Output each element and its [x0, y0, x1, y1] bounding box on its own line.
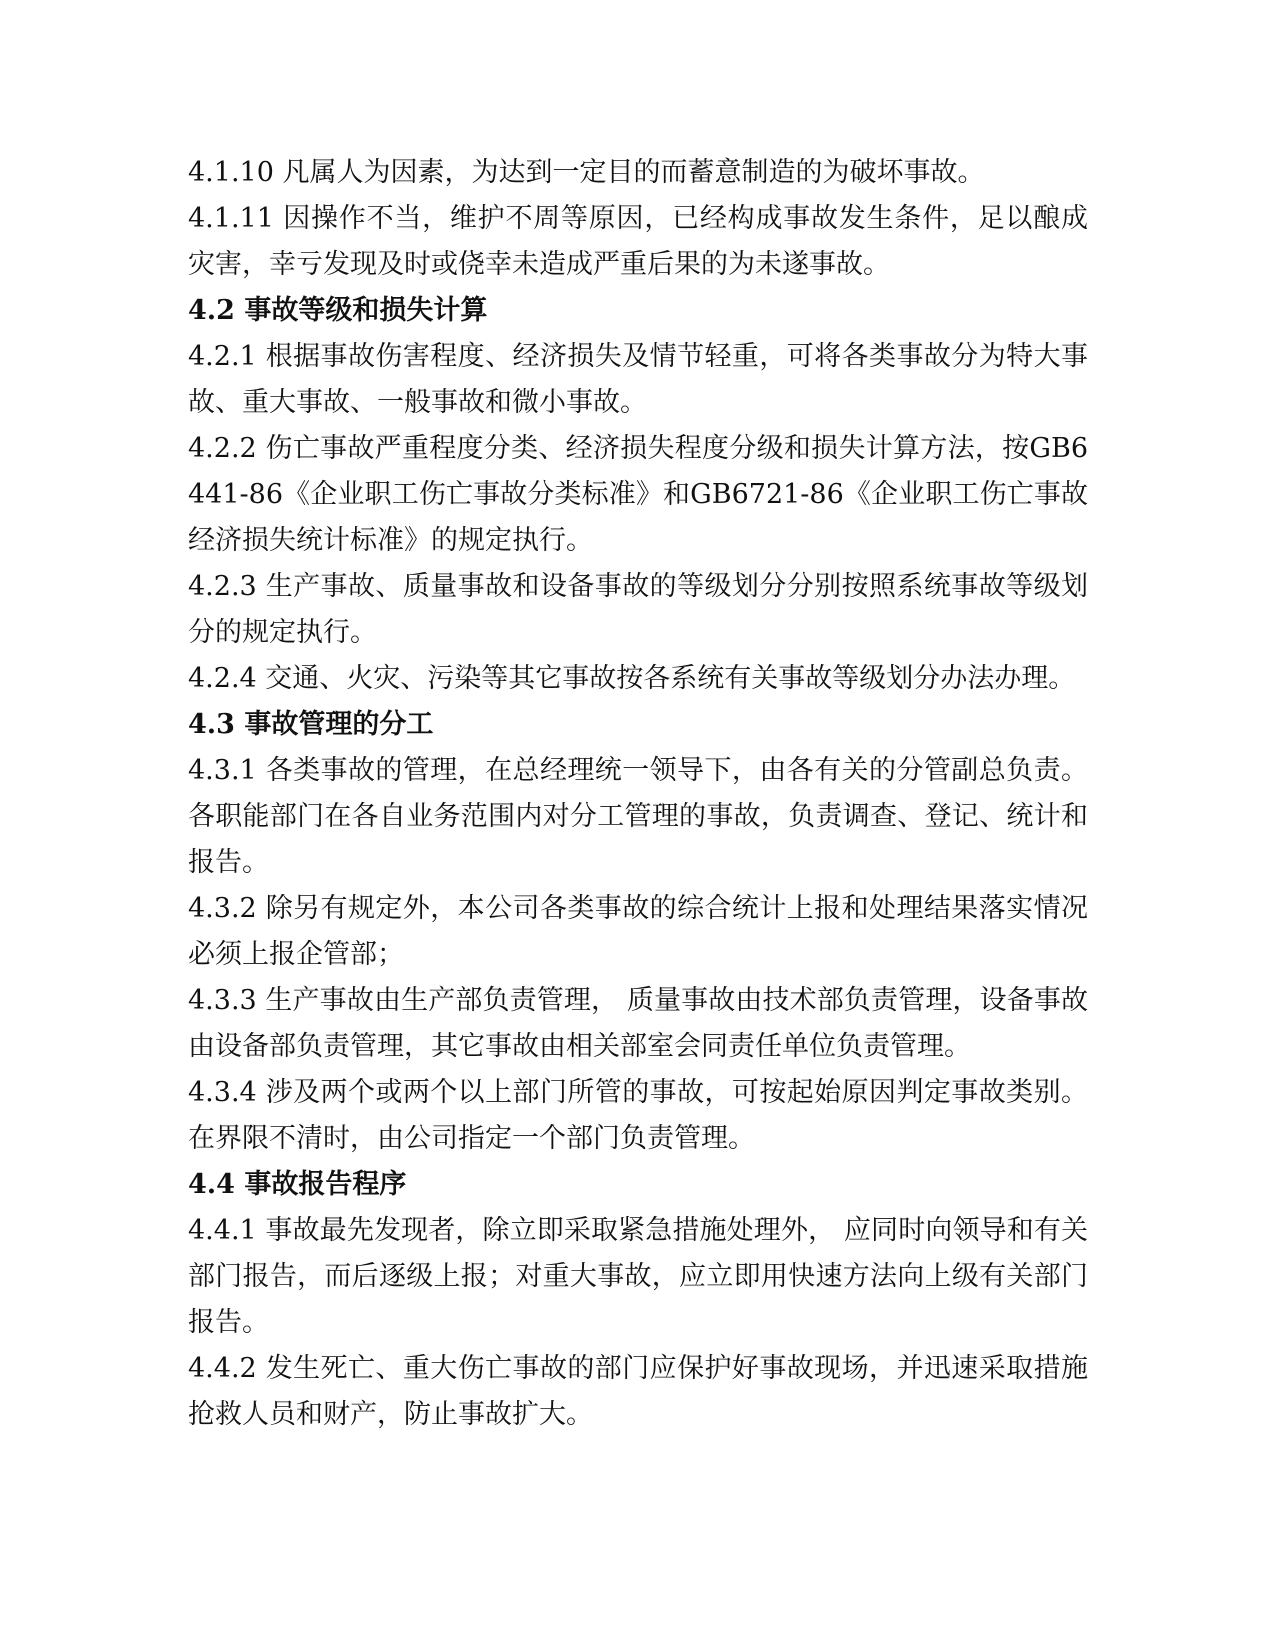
- section-heading-4-2: 4.2 事故等级和损失计算: [188, 295, 488, 326]
- clause-4-2-1: 4.2.1 根据事故伤害程度、经济损失及情节轻重，可将各类事故分为特大事故、重大事故、一般事故和微小事故。: [188, 341, 1088, 418]
- clause-4-3-2: 4.3.2 除另有规定外，本公司各类事故的综合统计上报和处理结果落实情况必须上报企管部；: [188, 893, 1088, 970]
- clause-4-3-4: 4.3.4 涉及两个或两个以上部门所管的事故，可按起始原因判定事故类别。在界限不清时，由公司指定一个部门负责管理。: [188, 1077, 1088, 1154]
- clause-4-4-1: 4.4.1 事故最先发现者，除立即采取紧急措施处理外， 应同时向领导和有关部门报告，而后逐级上报；对重大事故，应立即用快速方法向上级有关部门报告。: [188, 1215, 1088, 1338]
- clause-4-2-4: 4.2.4 交通、火灾、污染等其它事故按各系统有关事故等级划分办法办理。: [188, 663, 1076, 694]
- clause-4-4-2: 4.4.2 发生死亡、重大伤亡事故的部门应保护好事故现场，并迅速采取措施抢救人员和财产，防止事故扩大。: [188, 1353, 1088, 1430]
- clause-4-2-3: 4.2.3 生产事故、质量事故和设备事故的等级划分分别按照系统事故等级划分的规定执行。: [188, 571, 1088, 648]
- clause-4-3-1: 4.3.1 各类事故的管理，在总经理统一领导下，由各有关的分管副总负责。各职能部门在各自业务范围内对分工管理的事故，负责调查、登记、统计和报告。: [188, 755, 1088, 878]
- clause-4-3-3: 4.3.3 生产事故由生产部负责管理， 质量事故由技术部负责管理，设备事故由设备部负责管理，其它事故由相关部室会同责任单位负责管理。: [188, 985, 1088, 1062]
- document-body: [188, 150, 1088, 1438]
- clause-4-1-10: 4.1.10 凡属人为因素，为达到一定目的而蓄意制造的为破坏事故。: [188, 157, 985, 188]
- section-heading-4-4: 4.4 事故报告程序: [188, 1169, 407, 1200]
- section-heading-4-3: 4.3 事故管理的分工: [188, 709, 434, 740]
- clause-4-1-11: 4.1.11 因操作不当，维护不周等原因，已经构成事故发生条件，足以酿成灾害，幸亏发现及时或侥幸未造成严重后果的为未遂事故。: [188, 203, 1088, 280]
- clause-4-2-2: 4.2.2 伤亡事故严重程度分类、经济损失程度分级和损失计算方法，按GB6441-86《企业职工伤亡事故分类标准》和GB6721-86《企业职工伤亡事故经济损失统计标准》的规定执行。: [188, 433, 1088, 556]
